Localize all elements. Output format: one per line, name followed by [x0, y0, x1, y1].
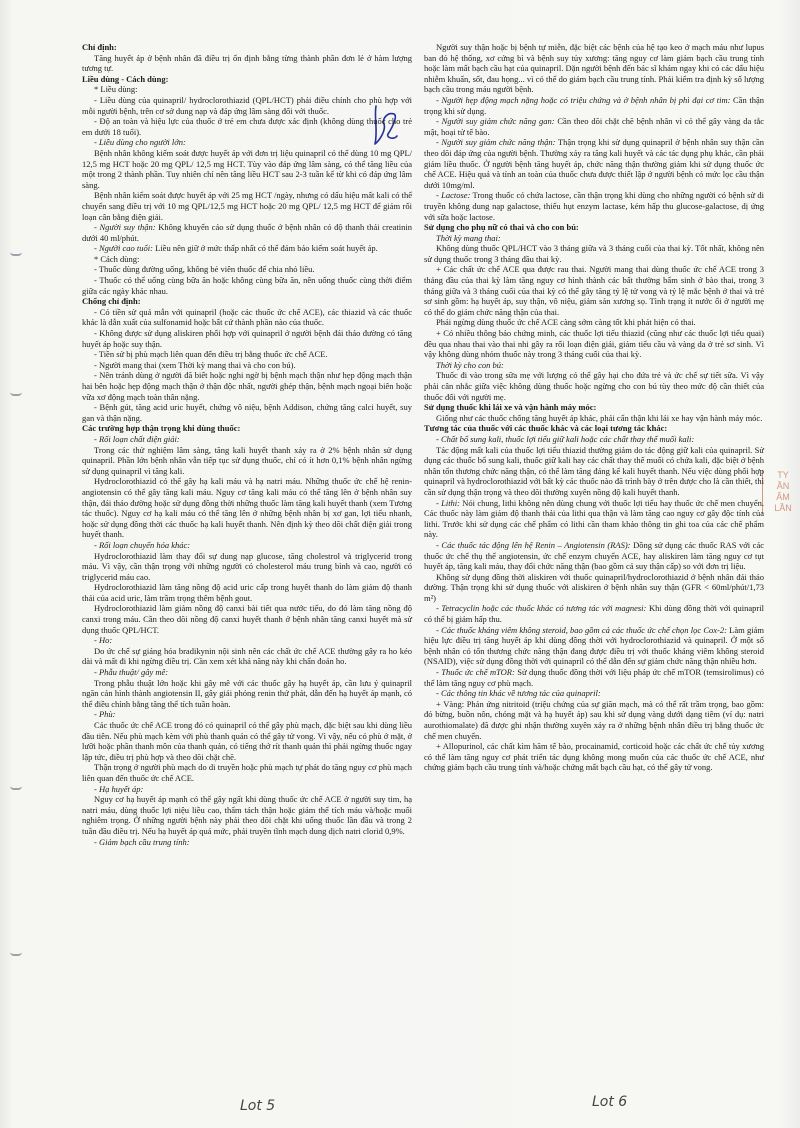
- paragraph: - Có tiền sử quá mẫn với quinapril (hoặc các thuốc ức chế ACE), các thiazid và các thuốc khác là dẫn xuất của sulfonamid hoặc bất cứ thành phần nào của thuốc.: [82, 306, 412, 328]
- paragraph: Trong các thử nghiệm lâm sàng, tăng kali huyết thanh xảy ra ở 2% bệnh nhân sử dụng quinapril. Phần lớn bệnh nhân vẫn tiếp tục sử dụng thuốc, chỉ có ít hơn 0,1% bệnh nhân ngừng sử dụng quinapril vì tăng kali.: [82, 444, 412, 476]
- subsection-title: - Lactose:: [436, 190, 471, 201]
- subsection-title: - Phù:: [94, 709, 116, 720]
- subsection-paragraph: [424, 625, 764, 667]
- binding-hole: [10, 248, 22, 256]
- subsection-text: Thận trọng khi sử dụng quinapril ở bệnh nhân suy thận cần theo dõi đáp ứng của người bệnh. Thường xảy ra tăng kali huyết và các tác dụng phụ khác, cần phải giảm liều thuốc. Ở người bệnh tăng huyết áp, chức năng thận thường giảm khi sử dụng thuốc ức chế ACE. Hiệu quả và tính an toàn của thuốc chưa được thiết lập ở người bệnh có mức lọc cầu thận dưới 10mg/ml.: [424, 137, 764, 190]
- section-heading: Liều dùng - Cách dùng:: [82, 73, 169, 84]
- paragraph: * Liều dùng:: [94, 84, 138, 95]
- subsection-title: - Lithi:: [436, 497, 461, 508]
- subsection-paragraph: [424, 95, 764, 116]
- subsection-text: Khi dùng đồng thời với quinapril có thể bị giảm hấp thu.: [424, 603, 764, 625]
- paragraph: + Allopurinol, các chất kìm hãm tế bào, procainamid, corticoid hoặc các chất ức chế tủy xương có thể làm tăng nguy cơ phát triển tác dụng không mong muốn của các thuốc ức chế ACE, như chứng giảm bạch cầu trung tính và/hoặc chứng mất bạch cầu hạt, có thể gây tử vong.: [424, 741, 764, 773]
- subsection-paragraph: [82, 137, 412, 148]
- binding-hole: [10, 782, 22, 790]
- subsection-paragraph: [424, 498, 764, 540]
- handwritten-lot-left: Lot 5: [240, 1098, 276, 1114]
- subsection-title: Thời kỳ mang thai:: [436, 232, 501, 243]
- subsection-text: Cần thận trọng khi sử dụng.: [424, 94, 764, 116]
- subsection-title: - Người suy giảm chức năng gan:: [436, 116, 555, 127]
- paragraph: Giống như các thuốc chống tăng huyết áp khác, phải cẩn thận khi lái xe hay vận hành máy móc.: [436, 412, 763, 423]
- paragraph: Hydroclorothiazid làm tăng nồng độ acid uric cấp trong huyết thanh do làm giảm độ thanh thải của acid uric, làm trầm trọng thêm bệnh gout.: [82, 582, 412, 603]
- section-heading: Tương tác của thuốc với các thuốc khác và các loại tương tác khác:: [424, 423, 668, 434]
- paragraph: Hydroclorothiazid làm thay đổi sự dung nạp glucose, tăng cholestrol và triglycerid trong máu. Vì vậy, cần thận trọng với những người có cholesterol máu trung bình và cao, người có triglycerid máu cao.: [82, 550, 412, 582]
- paragraph: Không sử dụng đồng thời aliskiren với thuốc quinapril/hydroclorothiazid ở bệnh nhân đái tháo đường. Thận trọng khi sử dụng thuốc với aliskiren ở bệnh nhân suy thận (GFR < 60ml/phút/1,73 m²): [424, 571, 764, 603]
- subsection-text: Không khuyến cáo sử dụng thuốc ở bệnh nhân có độ thanh thải creatinin dưới 40 ml/phút.: [82, 222, 412, 243]
- paragraph: - Thuốc dùng đường uống, không bẻ viên thuốc để chia nhỏ liều.: [94, 264, 315, 275]
- left-text-column: [82, 42, 412, 847]
- subsection-paragraph: [424, 190, 764, 222]
- paragraph: Bệnh nhân không kiểm soát được huyết áp với đơn trị liệu quinapril có thể dùng 10 mg QPL/ 12,5 mg HCT hoặc 20 mg QPL/ 12,5 mg HCT. Tùy vào đáp ứng lâm sàng, có thể tăng liều của một trong 2 thành phần. Tuy nhiên chỉ nên tăng liều HCT sau 2-3 tuần kể từ khi có đáp ứng lâm sàng.: [82, 147, 412, 190]
- subsection-paragraph: [424, 233, 764, 244]
- subsection-title: - Tetracyclin hoặc các thuốc khác có tương tác với magnesi:: [436, 603, 647, 614]
- paragraph: Nguy cơ hạ huyết áp mạnh có thể gây ngất khi dùng thuốc ức chế ACE ở người suy tim, hạ natri máu, dùng thuốc lợi niệu liều cao, thẩm tách thận hoặc giảm thể tích máu và/hoặc muối nghiêm trọng. Ở những người bệnh này phải theo dõi chặt khi uống thuốc lần đầu và trong 2 tuần đầu điều trị. Nếu hạ huyết áp quá mức, phải truyền tĩnh mạch dung dịch natri clorid 0,9%.: [82, 794, 412, 836]
- subsection-paragraph: [82, 434, 412, 445]
- paragraph: Các thuốc ức chế ACE trong đó có quinapril có thể gây phù mạch, đặc biệt sau khi dùng liều đầu tiên. Nếu phù mạch kèm với phù thanh quản có thể gây tử vong. Vì vậy, nếu có phù ở mặt, ở lưỡi hoặc phần thanh môn của thanh quản, có tiếng thở rít thanh quản thì phải ngừng thuốc ngay lập tức, điều trị phù hợp và theo dõi chặt chẽ.: [82, 720, 412, 762]
- subsection-paragraph: [82, 837, 412, 848]
- paragraph: - Không được sử dụng aliskiren phối hợp với quinapril ở người bệnh đái tháo đường có tăng huyết áp hoặc suy thận.: [82, 328, 412, 349]
- handwritten-lot-right: Lot 6: [592, 1094, 628, 1110]
- paragraph: Thận trọng ở người phù mạch do di truyền hoặc phù mạch tự phát do tăng nguy cơ phù mạch liên quan đến thuốc ức chế ACE.: [82, 762, 412, 783]
- subsection-title: - Các thuốc kháng viêm không steroid, bao gồm cả các thuốc ức chế chọn lọc Cox-2:: [436, 624, 727, 635]
- subsection-title: - Hạ huyết áp:: [94, 783, 144, 794]
- subsection-title: - Người hẹp động mạch nặng hoặc có triệu chứng và ở bệnh nhân bị phì đại cơ tim:: [436, 94, 731, 105]
- subsection-paragraph: [424, 540, 764, 572]
- subsection-title: - Ho:: [94, 635, 113, 646]
- section-heading: Chống chỉ định:: [82, 296, 141, 307]
- subsection-title: - Phẫu thuật/ gây mê:: [94, 667, 169, 678]
- subsection-title: - Liều dùng cho người lớn:: [94, 137, 186, 148]
- paragraph: Không dùng thuốc QPL/HCT vào 3 tháng giữa và 3 tháng cuối của thai kỳ. Tốt nhất, không nên sử dụng thuốc trong 3 tháng đầu thai kỳ.: [424, 243, 764, 264]
- paragraph: Phải ngừng dùng thuốc ức chế ACE càng sớm càng tốt khi phát hiện có thai.: [436, 317, 696, 328]
- subsection-paragraph: [82, 540, 412, 551]
- paragraph: + Các chất ức chế ACE qua được rau thai. Người mang thai dùng thuốc ức chế ACE trong 3 tháng đầu của thai kỳ làm tăng nguy cơ hình thành các bất thường bẩm sinh ở bào thai, trong 3 tháng giữa và 3 tháng cuối của thai kỳ có thể gây tăng tỷ lệ tử vong và tỷ lệ mắc bệnh ở thai và trẻ sơ sinh gồm: hạ huyết áp, suy thận, vô niệu, giảm sản xương sọ. Tình trạng ít nước ối ở người mẹ có thể do giảm chức năng thận của thai.: [424, 264, 764, 317]
- subsection-text: Cần theo dõi chặt chẽ bệnh nhân vì có thể gây vàng da tắc mật, hoại tử tế bào.: [424, 116, 764, 137]
- subsection-title: - Người cao tuổi:: [94, 243, 153, 254]
- subsection-paragraph: [82, 709, 412, 720]
- stamp-fragment: TY ẦN ẨM LẦN: [762, 470, 800, 560]
- subsection-text: Trong thuốc có chứa lactose, cần thận trọng khi dùng cho những người có bệnh sử di truyền không dung nạp galactose, thiếu hụt enzym lactase, kém hấp thu glucose-galactose, dị ứng với sữa hoặc lactose.: [424, 190, 764, 222]
- paragraph: - Tiền sử bị phù mạch liên quan đến điều trị bằng thuốc ức chế ACE.: [94, 349, 328, 360]
- subsection-title: - Thuốc ức chế mTOR:: [436, 667, 515, 678]
- subsection-paragraph: [424, 137, 764, 190]
- paragraph: Thuốc đi vào trong sữa mẹ với lượng có thể gây hại cho đứa trẻ và ức chế sự tiết sữa. Vì vậy phải cân nhắc giữa việc không dùng thuốc hoặc ngừng cho con bú tùy theo mức độ cần thiết của thuốc đối với người mẹ.: [424, 370, 764, 402]
- subsection-title: Thời kỳ cho con bú:: [436, 359, 504, 370]
- paragraph: - Liều dùng của quinapril/ hydroclorothiazid (QPL/HCT) phải điều chỉnh cho phù hợp với mỗi người bệnh, trên cơ sở dung nạp và đáp ứng lâm sàng đối với thuốc.: [82, 94, 412, 116]
- paragraph: - Độ an toàn và hiệu lực của thuốc ở trẻ em chưa được xác định (không dùng thuốc cho trẻ em dưới 18 tuổi).: [82, 116, 412, 137]
- paragraph: Hydroclorothiazid có thể gây hạ kali máu và hạ natri máu. Những thuốc ức chế hệ renin-angiotensin có thể gây tăng kali máu. Nguy cơ tăng kali máu có thể tăng lên ở bệnh nhân suy thận, đái tháo đường hoặc sử dụng đồng thời những thuốc làm tăng kali huyết thanh (xem Tương tác thuốc). Nguy cơ hạ kali máu có thể tăng lên ở những bệnh nhân bị xơ gan, lợi tiểu nhanh, hoặc sử dụng đồng thời các thuốc hạ kali huyết thanh. Nên định kỳ theo dõi chất điện giải trong huyết thanh.: [82, 476, 412, 540]
- subsection-title: - Chất bổ sung kali, thuốc lợi tiểu giữ kali hoặc các chất thay thế muối kali:: [436, 433, 695, 444]
- paragraph: Tác động mất kali của thuốc lợi tiểu thiazid thường giảm do tác động giữ kali của quinapril. Sử dụng các thuốc bổ sung kali, thuốc giữ kali hay các chất thay thế muối có chứa kali, đặc biệt ở bệnh nhân tổn thương chức năng thận, có thể làm tăng đáng kể kali huyết thanh. Nếu việc dùng phối hợp quinapril và hydroclorothiazid với bất kỳ các thuốc nào đã trình bày ở trên được cho là cần thiết, thì cần sử dụng thận trọng và theo dõi thường xuyên nồng độ kali huyết thanh.: [424, 444, 764, 497]
- section-heading: Sử dụng thuốc khi lái xe và vận hành máy móc:: [424, 402, 597, 413]
- paragraph: - Thuốc có thể uống cùng bữa ăn hoặc không cùng bữa ăn, nên uống thuốc cùng thời điểm giữa các ngày khác nhau.: [82, 275, 412, 296]
- subsection-paragraph: [424, 603, 764, 624]
- paragraph: - Nên tránh dùng ở người đã biết hoặc nghi ngờ bị bệnh mạch thận như hẹp động mạch thận hai bên hoặc hẹp động mạch thận ở thận độc nhất, người ghép thận, bệnh mạch ngoại biên hoặc vữa xơ động mạch toàn thân nặng.: [82, 370, 412, 402]
- subsection-paragraph: [424, 434, 764, 445]
- subsection-paragraph: [82, 635, 412, 646]
- paragraph: Người suy thận hoặc bị bệnh tự miễn, đặc biệt các bệnh của hệ tạo keo ở mạch máu như lupus ban đỏ hệ thống, xơ cứng bì và bệnh suy tủy xương: tăng nguy cơ làm giảm bạch cầu trung tính hoặc làm mất bạch cầu hạt của quinapril. Dặn người bệnh đến bác sĩ khám ngay khi có các dấu hiệu nhiễm khuẩn, sốt, đau họng... vì có thể do giảm bạch cầu trung tính. Phải kiểm tra định kỳ số lượng bạch cầu trong máu người bệnh.: [424, 42, 764, 95]
- subsection-title: - Các thuốc tác động lên hệ Renin – Angiotensin (RAS):: [436, 539, 631, 550]
- subsection-title: - Rối loạn chất điện giải:: [94, 433, 180, 444]
- subsection-title: - Giảm bạch cầu trung tính:: [94, 836, 190, 847]
- paragraph: - Người mang thai (xem Thời kỳ mang thai và cho con bú).: [94, 359, 296, 370]
- subsection-text: Sử dụng thuốc đồng thời với liệu pháp ức chế mTOR (temsirolimus) có thể làm tăng nguy cơ phù mạch.: [424, 667, 764, 688]
- subsection-text: Nói chung, lithi không nên dùng chung với thuốc lợi tiểu hay thuốc ức chế men chuyển. Các thuốc này làm giảm độ thanh thải của lithi qua thận và làm tăng cao nguy cơ gây độc tính của lithi. Trước khi sử dụng các chế phẩm có lithi cần tham khảo thông tin ghi toa của các chế phẩm này.: [424, 497, 764, 540]
- paragraph: Tăng huyết áp ở bệnh nhân đã điều trị ổn định bằng từng thành phần đơn lẻ ở hàm lượng tương tự.: [82, 52, 412, 74]
- subsection-paragraph: [424, 360, 764, 371]
- paragraph: + Vàng: Phản ứng nitritoid (triệu chứng của sự giãn mạch, mà có thể rất trầm trọng, bao gồm: đỏ bừng, buồn nôn, chóng mặt và hạ huyết áp) sau khi sử dụng vàng dưới dạng tiêm (ví dụ: natri aurothiomalate) đã được ghi nhận thường xuyên xảy ra ở những bệnh nhân điều trị bằng thuốc ức chế men chuyển.: [424, 698, 764, 741]
- subsection-text: Làm giảm hiệu lực điều trị tăng huyết áp khi dùng đồng thời với hydroclorothiazid và quinapril. Ở một số bệnh nhân có tổn thương chức năng thận đang được điều trị với thuốc kháng viêm không steroid (NSAID), việc sử dụng đồng thời với quinapril có thể dẫn đến sự giảm chức năng thận nhiều hơn.: [424, 624, 764, 667]
- subsection-title: - Người suy giảm chức năng thận:: [436, 137, 556, 148]
- subsection-paragraph: [82, 222, 412, 243]
- subsection-paragraph: [82, 784, 412, 795]
- right-text-column: [424, 42, 764, 773]
- binding-hole: [10, 388, 22, 396]
- paragraph: + Có nhiều thông báo chứng minh, các thuốc lợi tiểu thiazid (cũng như các thuốc lợi tiểu quai) đều qua nhau thai vào thai nhi gây ra rối loạn điện giải, giảm tiểu cầu và vàng da ở trẻ sơ sinh. Vì vậy không dùng nhóm thuốc này trong 3 tháng cuối của thai kỳ.: [424, 328, 764, 360]
- subsection-text: Liều nên giữ ở mức thấp nhất có thể đảm bảo kiểm soát huyết áp.: [153, 243, 378, 254]
- paragraph: * Cách dùng:: [94, 253, 140, 264]
- section-heading: Chỉ định:: [82, 42, 117, 52]
- paragraph: - Bệnh gút, tăng acid uric huyết, chứng vô niệu, bệnh Addison, chứng tăng calci huyết, suy gan và thận nặng.: [82, 402, 412, 423]
- section-heading: Các trường hợp thận trọng khi dùng thuốc:: [82, 423, 241, 434]
- subsection-paragraph: [82, 667, 412, 678]
- subsection-paragraph: [82, 243, 412, 254]
- paragraph: Hydroclorothiazid làm giảm nồng độ canxi bài tiết qua nước tiểu, do đó làm tăng nồng độ canxi trong máu. Cần theo dõi nồng độ canxi huyết thanh ở bệnh nhân tăng canxi huyết mà sử dụng thuốc QPL/HCT.: [82, 603, 412, 635]
- paragraph: Bệnh nhân kiểm soát được huyết áp với 25 mg HCT /ngày, nhưng có dấu hiệu mất kali có thể chuyển sang điều trị với 10 mg QPL/12,5 mg HCT hoặc 20 mg QPL/ 12,5 mg HCT để giảm rối loạn cân bằng điện giải.: [82, 190, 412, 222]
- subsection-title: - Các thông tin khác về tương tác của quinapril:: [436, 688, 601, 699]
- subsection-title: - Rối loạn chuyển hóa khác:: [94, 539, 191, 550]
- subsection-text: Dồng sử dụng các thuốc RAS với các thuốc ức chế thụ thể angiotensin, ức chế enzym chuyển ACE, hay aliskiren làm tăng nguy cơ tụt huyết áp, tăng kali máu, thay đổi chức năng thận (bao gồm cả suy thận cấp) so với đơn trị liệu.: [424, 539, 765, 572]
- subsection-paragraph: [424, 688, 764, 699]
- subsection-paragraph: [424, 116, 764, 137]
- binding-hole: [10, 948, 22, 956]
- section-heading: Sử dụng cho phụ nữ có thai và cho con bú:: [424, 222, 579, 233]
- subsection-paragraph: [424, 667, 764, 688]
- paragraph: Trong phẫu thuật lớn hoặc khi gây mê với các thuốc gây hạ huyết áp, cần lưu ý quinapril ngăn cản hình thành angiotensin II, gây giải phóng renin thứ phát, dẫn đến hạ huyết áp mạnh, có thể điều chỉnh bằng tăng thể tích tuần hoàn.: [82, 677, 412, 709]
- subsection-title: - Người suy thận:: [94, 222, 156, 233]
- paragraph: Do ức chế sự giáng hóa bradikynin nội sinh nên các chất ức chế ACE thường gây ra ho kéo dài và mất đi khi ngừng điều trị. Cần xem xét khả năng này khi chẩn đoán ho.: [82, 645, 412, 667]
